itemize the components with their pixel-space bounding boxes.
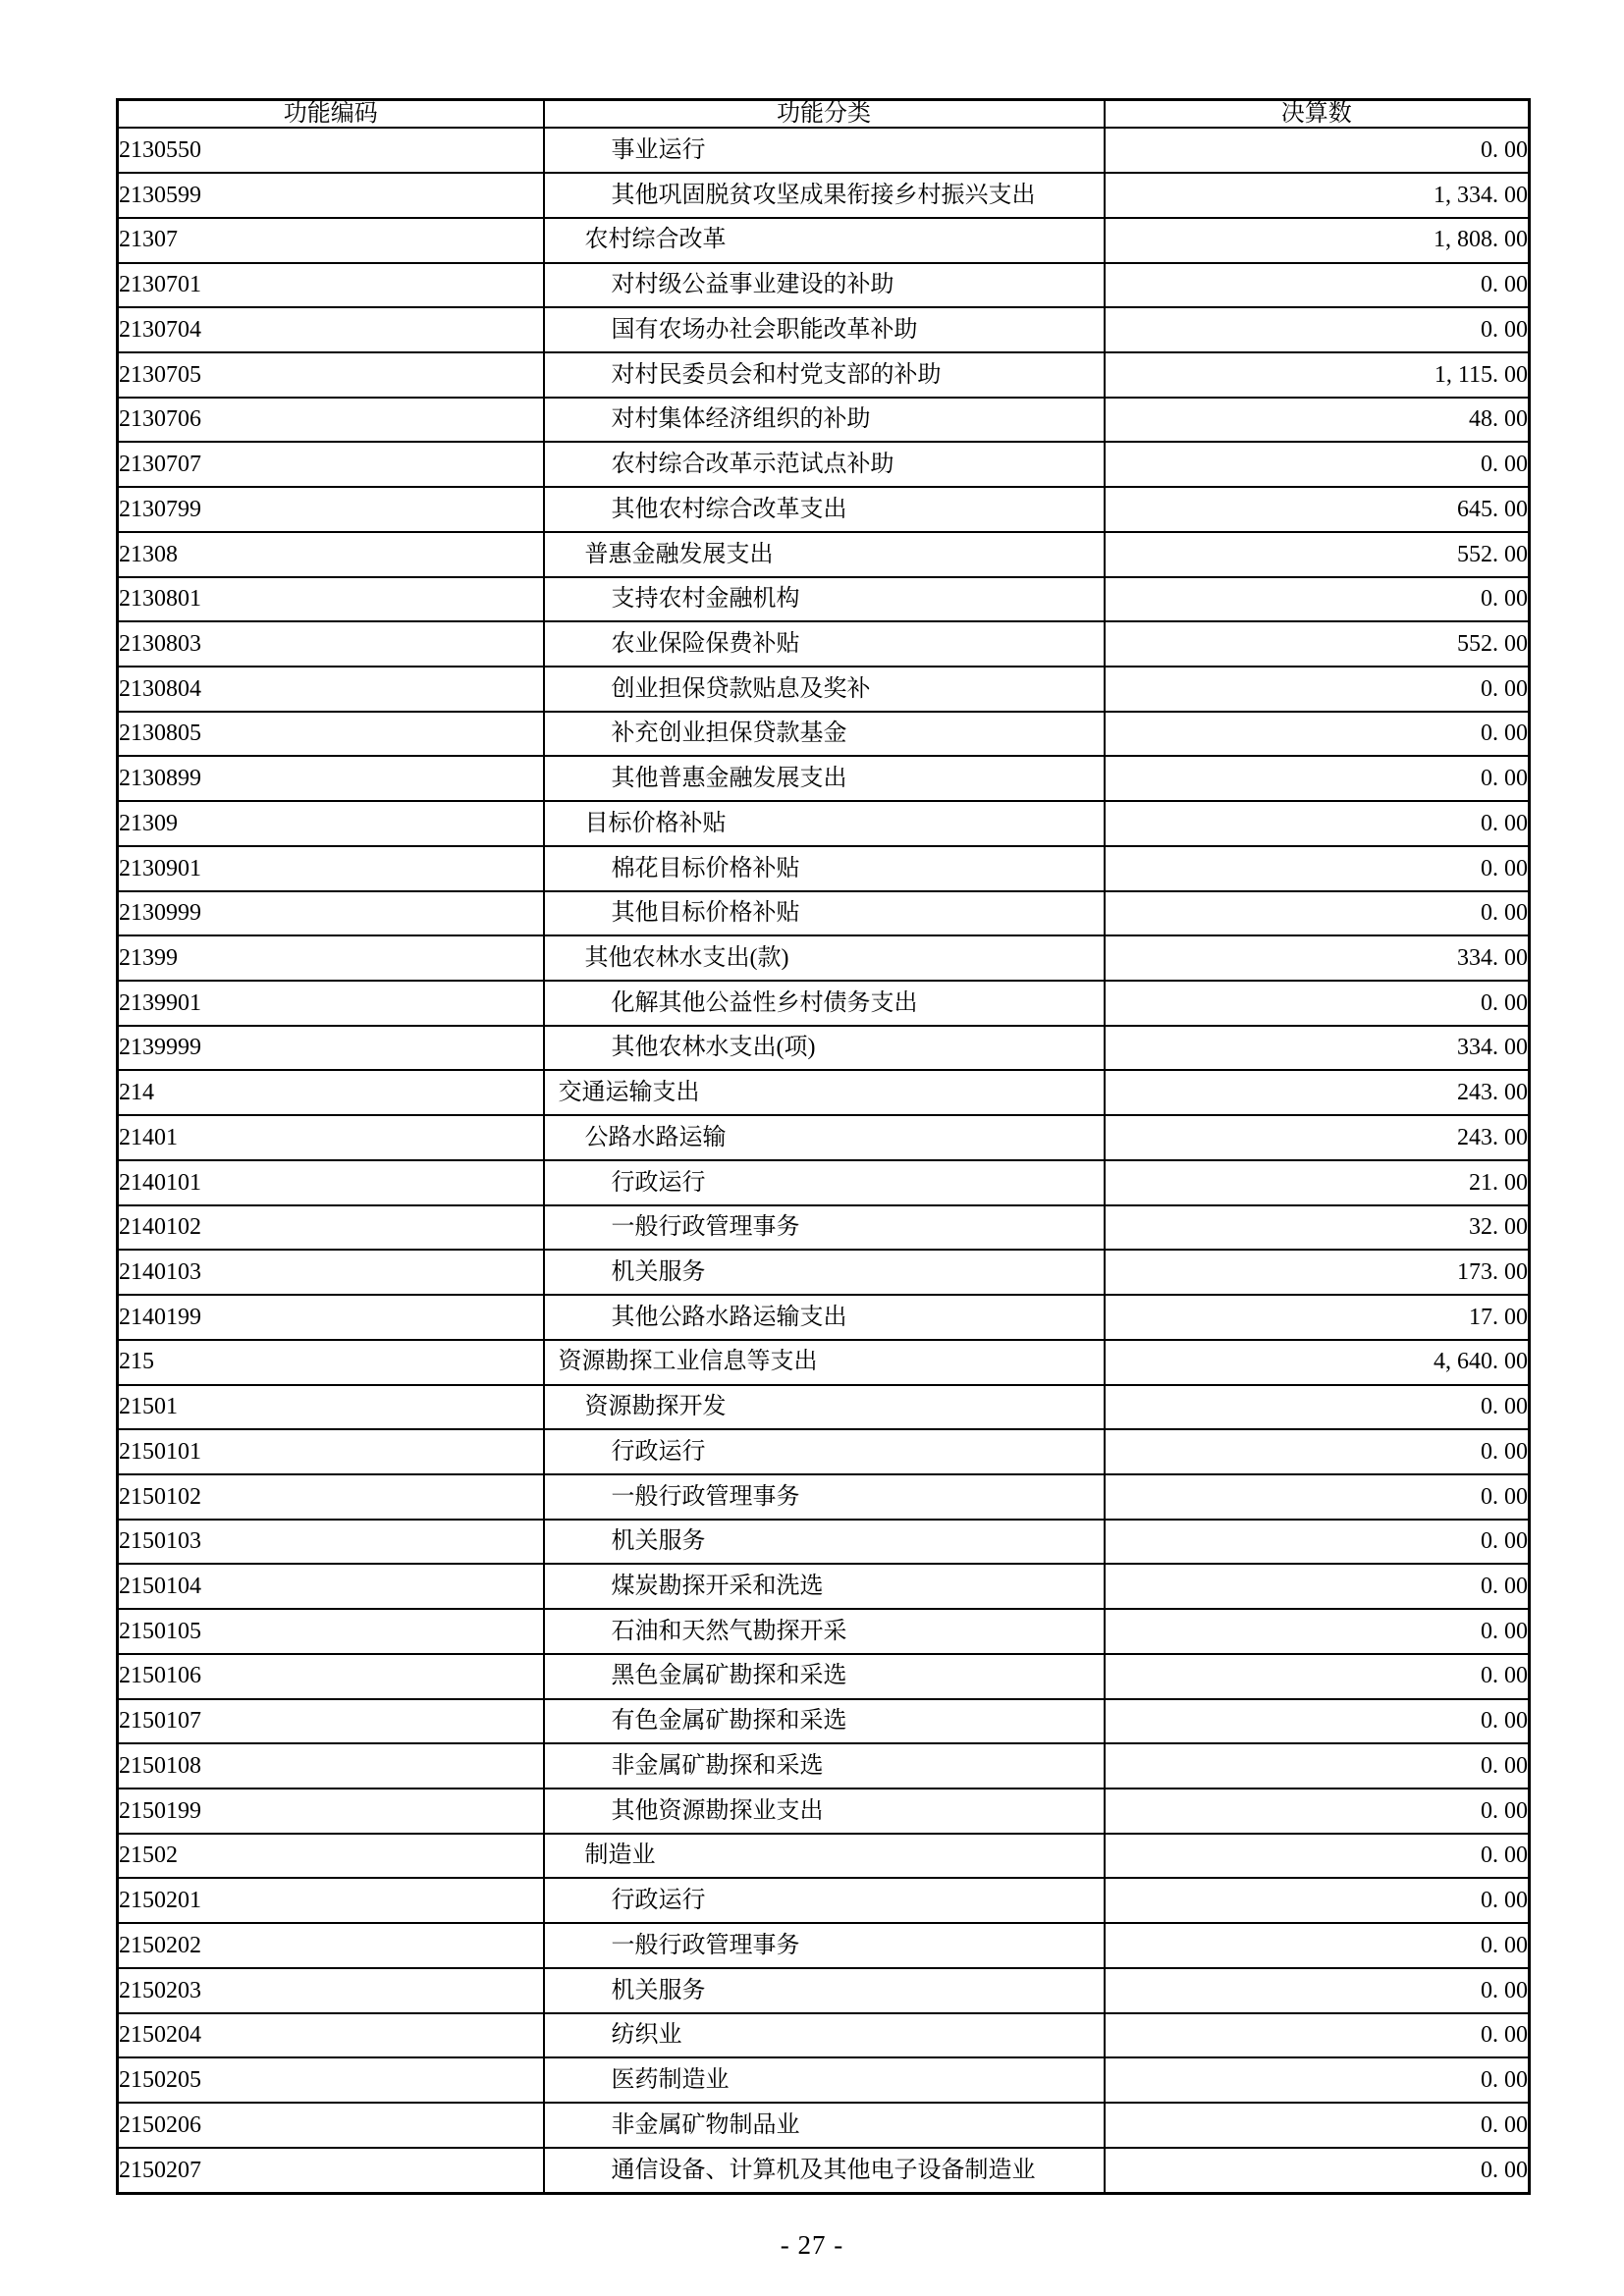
table-row [118, 173, 1530, 218]
row-function-category: 普惠金融发展支出 [544, 532, 1105, 577]
table-row [118, 1070, 1530, 1115]
row-final-amount: 0. 00 [1105, 1654, 1530, 1699]
row-final-amount: 0. 00 [1105, 2103, 1530, 2148]
row-function-code: 2130801 [118, 577, 544, 622]
row-final-amount: 0. 00 [1105, 1834, 1530, 1879]
row-function-code: 2130804 [118, 667, 544, 712]
row-function-code: 2130550 [118, 128, 544, 173]
row-function-code: 2140199 [118, 1295, 544, 1340]
row-function-code: 2150102 [118, 1474, 544, 1520]
table-row [118, 801, 1530, 846]
table-row [118, 1520, 1530, 1565]
row-function-category: 制造业 [544, 1834, 1105, 1879]
row-function-code: 2150101 [118, 1429, 544, 1474]
row-final-amount: 1, 334. 00 [1105, 173, 1530, 218]
row-function-category: 煤炭勘探开采和洗选 [544, 1564, 1105, 1609]
row-function-code: 2130701 [118, 263, 544, 308]
row-function-code: 2130901 [118, 846, 544, 891]
table-row [118, 1699, 1530, 1744]
row-function-category: 一般行政管理事务 [544, 1923, 1105, 1968]
row-function-code: 21307 [118, 218, 544, 263]
row-function-category: 国有农场办社会职能改革补助 [544, 307, 1105, 352]
row-function-code: 2150204 [118, 2013, 544, 2058]
row-function-category: 棉花目标价格补贴 [544, 846, 1105, 891]
row-function-category: 其他巩固脱贫攻坚成果衔接乡村振兴支出 [544, 173, 1105, 218]
row-final-amount: 0. 00 [1105, 263, 1530, 308]
row-function-code: 2130704 [118, 307, 544, 352]
row-function-code: 2130599 [118, 173, 544, 218]
table-row [118, 577, 1530, 622]
table-row [118, 307, 1530, 352]
table-row [118, 128, 1530, 173]
row-function-code: 2140102 [118, 1205, 544, 1251]
row-function-code: 2150104 [118, 1564, 544, 1609]
row-function-category: 其他农林水支出(项) [544, 1026, 1105, 1071]
table-row [118, 218, 1530, 263]
row-final-amount: 0. 00 [1105, 1923, 1530, 1968]
row-function-category: 资源勘探开发 [544, 1385, 1105, 1430]
table-row [118, 1205, 1530, 1251]
table-row [118, 1609, 1530, 1654]
row-final-amount: 1, 808. 00 [1105, 218, 1530, 263]
table-row [118, 846, 1530, 891]
table-row [118, 1474, 1530, 1520]
row-function-category: 支持农村金融机构 [544, 577, 1105, 622]
row-function-category: 其他农村综合改革支出 [544, 487, 1105, 532]
table-row [118, 1250, 1530, 1295]
table-row [118, 398, 1530, 443]
row-function-code: 2140103 [118, 1250, 544, 1295]
row-function-category: 机关服务 [544, 1250, 1105, 1295]
row-function-category: 目标价格补贴 [544, 801, 1105, 846]
table-row [118, 442, 1530, 487]
budget-table [116, 98, 1531, 2195]
row-final-amount: 0. 00 [1105, 756, 1530, 801]
row-function-code: 214 [118, 1070, 544, 1115]
row-function-category: 纺织业 [544, 2013, 1105, 2058]
table-row [118, 1878, 1530, 1923]
row-function-code: 2150105 [118, 1609, 544, 1654]
row-function-code: 2130705 [118, 352, 544, 398]
row-final-amount: 0. 00 [1105, 1743, 1530, 1789]
row-final-amount: 0. 00 [1105, 1429, 1530, 1474]
row-function-category: 一般行政管理事务 [544, 1205, 1105, 1251]
table-row [118, 2103, 1530, 2148]
table-row [118, 1789, 1530, 1834]
row-final-amount: 0. 00 [1105, 1385, 1530, 1430]
row-function-category: 机关服务 [544, 1520, 1105, 1565]
row-final-amount: 243. 00 [1105, 1070, 1530, 1115]
table-row [118, 1160, 1530, 1205]
row-final-amount: 0. 00 [1105, 801, 1530, 846]
col-header-function-category: 功能分类 [544, 100, 1105, 129]
row-final-amount: 17. 00 [1105, 1295, 1530, 1340]
row-function-code: 2150206 [118, 2103, 544, 2148]
row-function-code: 2150199 [118, 1789, 544, 1834]
row-final-amount: 334. 00 [1105, 1026, 1530, 1071]
row-function-code: 2150202 [118, 1923, 544, 1968]
col-header-function-code: 功能编码 [118, 100, 544, 129]
table-row [118, 263, 1530, 308]
row-function-category: 一般行政管理事务 [544, 1474, 1105, 1520]
row-function-code: 21502 [118, 1834, 544, 1879]
row-final-amount: 0. 00 [1105, 2148, 1530, 2194]
row-function-category: 有色金属矿勘探和采选 [544, 1699, 1105, 1744]
row-final-amount: 0. 00 [1105, 1878, 1530, 1923]
row-function-code: 21501 [118, 1385, 544, 1430]
row-function-code: 21401 [118, 1115, 544, 1160]
row-final-amount: 0. 00 [1105, 1968, 1530, 2013]
row-function-category: 化解其他公益性乡村债务支出 [544, 981, 1105, 1026]
row-function-category: 行政运行 [544, 1429, 1105, 1474]
table-row [118, 712, 1530, 757]
col-header-final-amount: 决算数 [1105, 100, 1530, 129]
row-function-category: 交通运输支出 [544, 1070, 1105, 1115]
row-function-category: 其他资源勘探业支出 [544, 1789, 1105, 1834]
table-row [118, 1385, 1530, 1430]
table-row [118, 756, 1530, 801]
row-final-amount: 21. 00 [1105, 1160, 1530, 1205]
row-function-category: 农业保险保费补贴 [544, 621, 1105, 667]
row-function-code: 21309 [118, 801, 544, 846]
row-final-amount: 48. 00 [1105, 398, 1530, 443]
row-function-category: 石油和天然气勘探开采 [544, 1609, 1105, 1654]
table-row [118, 1743, 1530, 1789]
row-final-amount: 552. 00 [1105, 621, 1530, 667]
table-row [118, 1654, 1530, 1699]
row-function-category: 行政运行 [544, 1160, 1105, 1205]
row-function-category: 其他公路水路运输支出 [544, 1295, 1105, 1340]
row-final-amount: 1, 115. 00 [1105, 352, 1530, 398]
row-function-code: 2130999 [118, 891, 544, 936]
page-number: - 27 - [780, 2230, 844, 2260]
row-final-amount: 0. 00 [1105, 1609, 1530, 1654]
row-function-category: 公路水路运输 [544, 1115, 1105, 1160]
row-function-code: 2130706 [118, 398, 544, 443]
row-final-amount: 4, 640. 00 [1105, 1340, 1530, 1385]
table-row [118, 981, 1530, 1026]
row-function-code: 2130707 [118, 442, 544, 487]
row-final-amount: 0. 00 [1105, 577, 1530, 622]
table-row [118, 621, 1530, 667]
table-row [118, 1834, 1530, 1879]
row-final-amount: 552. 00 [1105, 532, 1530, 577]
row-final-amount: 32. 00 [1105, 1205, 1530, 1251]
header-row [118, 100, 1530, 129]
row-function-code: 2150205 [118, 2057, 544, 2103]
table-row [118, 1564, 1530, 1609]
row-function-code: 2150107 [118, 1699, 544, 1744]
row-function-code: 2150106 [118, 1654, 544, 1699]
row-function-code: 2130805 [118, 712, 544, 757]
row-function-category: 通信设备、计算机及其他电子设备制造业 [544, 2148, 1105, 2194]
table-row [118, 2148, 1530, 2194]
row-function-code: 2130899 [118, 756, 544, 801]
row-function-category: 黑色金属矿勘探和采选 [544, 1654, 1105, 1699]
row-function-category: 其他目标价格补贴 [544, 891, 1105, 936]
row-function-category: 机关服务 [544, 1968, 1105, 2013]
row-final-amount: 0. 00 [1105, 2057, 1530, 2103]
row-final-amount: 0. 00 [1105, 846, 1530, 891]
row-final-amount: 645. 00 [1105, 487, 1530, 532]
row-final-amount: 0. 00 [1105, 1789, 1530, 1834]
table-row [118, 1429, 1530, 1474]
table-row [118, 1968, 1530, 2013]
row-function-category: 补充创业担保贷款基金 [544, 712, 1105, 757]
row-final-amount: 0. 00 [1105, 128, 1530, 173]
row-function-category: 对村集体经济组织的补助 [544, 398, 1105, 443]
table-row [118, 1115, 1530, 1160]
row-final-amount: 243. 00 [1105, 1115, 1530, 1160]
row-function-code: 2140101 [118, 1160, 544, 1205]
row-function-code: 2150103 [118, 1520, 544, 1565]
row-final-amount: 0. 00 [1105, 981, 1530, 1026]
table-row [118, 667, 1530, 712]
row-final-amount: 0. 00 [1105, 1520, 1530, 1565]
row-function-category: 其他农林水支出(款) [544, 935, 1105, 981]
table-row [118, 2057, 1530, 2103]
row-function-code: 2139901 [118, 981, 544, 1026]
row-function-category: 行政运行 [544, 1878, 1105, 1923]
row-function-code: 21308 [118, 532, 544, 577]
table-row [118, 1340, 1530, 1385]
table-row [118, 1295, 1530, 1340]
row-final-amount: 0. 00 [1105, 667, 1530, 712]
row-final-amount: 0. 00 [1105, 1564, 1530, 1609]
table-row [118, 1923, 1530, 1968]
row-function-category: 农村综合改革示范试点补助 [544, 442, 1105, 487]
table-row [118, 2013, 1530, 2058]
row-function-category: 事业运行 [544, 128, 1105, 173]
row-final-amount: 0. 00 [1105, 891, 1530, 936]
row-function-code: 21399 [118, 935, 544, 981]
row-final-amount: 0. 00 [1105, 712, 1530, 757]
row-final-amount: 0. 00 [1105, 1699, 1530, 1744]
row-function-code: 2150207 [118, 2148, 544, 2194]
row-function-category: 其他普惠金融发展支出 [544, 756, 1105, 801]
row-function-category: 对村级公益事业建设的补助 [544, 263, 1105, 308]
table-row [118, 352, 1530, 398]
table-row [118, 891, 1530, 936]
table-body [118, 128, 1530, 2193]
row-function-code: 2130799 [118, 487, 544, 532]
row-function-category: 非金属矿勘探和采选 [544, 1743, 1105, 1789]
row-function-category: 农村综合改革 [544, 218, 1105, 263]
row-function-category: 创业担保贷款贴息及奖补 [544, 667, 1105, 712]
table-row [118, 532, 1530, 577]
row-function-code: 2139999 [118, 1026, 544, 1071]
row-final-amount: 0. 00 [1105, 442, 1530, 487]
row-final-amount: 0. 00 [1105, 1474, 1530, 1520]
table-row [118, 487, 1530, 532]
row-function-code: 2150108 [118, 1743, 544, 1789]
row-function-category: 对村民委员会和村党支部的补助 [544, 352, 1105, 398]
row-function-code: 2150203 [118, 1968, 544, 2013]
row-final-amount: 173. 00 [1105, 1250, 1530, 1295]
row-function-category: 资源勘探工业信息等支出 [544, 1340, 1105, 1385]
row-function-category: 医药制造业 [544, 2057, 1105, 2103]
row-final-amount: 0. 00 [1105, 307, 1530, 352]
row-function-category: 非金属矿物制品业 [544, 2103, 1105, 2148]
row-function-code: 2150201 [118, 1878, 544, 1923]
row-final-amount: 0. 00 [1105, 2013, 1530, 2058]
row-final-amount: 334. 00 [1105, 935, 1530, 981]
table-row [118, 935, 1530, 981]
row-function-code: 2130803 [118, 621, 544, 667]
table-row [118, 1026, 1530, 1071]
row-function-code: 215 [118, 1340, 544, 1385]
